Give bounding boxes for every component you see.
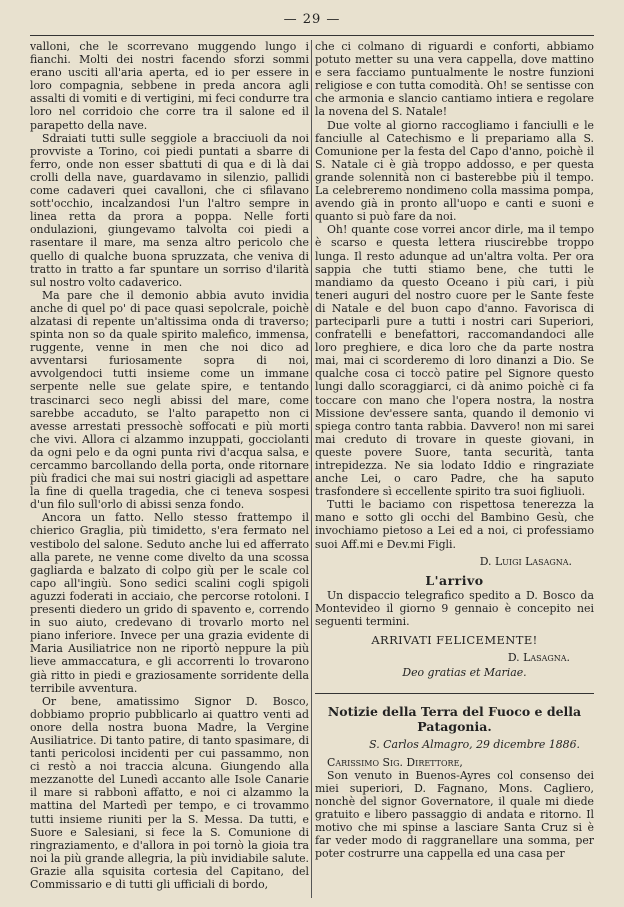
paragraph: che ci colmano di riguardi e conforti, abbiamo potuto metter su una vera cappella, dove mattino e sera facciamo puntualmente le nostre funzioni religiose e con tutta comodità. Oh! se sentisse con che armonia e slancio cantiamo intiera e regolare la novena del S. Natale! [315,40,594,119]
paragraph: Ancora un fatto. Nello stesso frattempo il chierico Graglia, più timidetto, s'era fermato nel vestibolo del salone. Seduto anche lui ed afferrato alla parete, ne venne come divelto da una scossa gagliarda e balzato di colpo giù per le scale col capo all'ingiù. Sono sedici scalini cogli spigoli aguzzi foderati in acciaio, che percorse rotoloni. I presenti diedero un grido di spavento e, correndo in suo aiuto, credevano di trovarlo morto nel piano inferiore. Invece per una grazia evidente di Maria Ausiliatrice non ne riportò neppure la più lieve ammaccatura, e gli accorrenti lo trovarono già ritto in piedi e graziosamente sorridente della terribile avventura. [30,511,309,695]
page-number: — 29 — [283,12,341,27]
deo-gratias: Deo gratias et Mariae. [402,666,527,680]
paragraph: Ma pare che il demonio abbia avuto invidia anche di quel po' di pace quasi sepolcrale, poichè alzatasi di repente un'altissima onda di traverso; spinta non so da quale spirito malefico, immensa, ruggente, venne in men che noi dico ad avventarsi furiosamente sopra di noi, avvolgendoci tutti insieme come un immane serpente nelle sue gelate spire, e tentando trascinarci seco negli abissi del mare, come sarebbe accaduto, se l'alto parapetto non ci avesse arrestati pressochè soffocati e più morti che vivi. Allora ci alzammo inzuppati, gocciolanti da ogni pelo e da ogni punta rivi d'acqua salsa, e cercammo barcollando della porta, onde ritornare più fradici che mai sui nostri giacigli ad aspettare la fine di quella tragedia, che ci teneva sospesi d'un filo sull'orlo di abissi senza fondo. [30,288,309,512]
section-title-notizie: Notizie della Terra del Fuoco e della Patagonia. [327,704,582,735]
left-column [30,40,309,900]
signature-text: D. Luigi Lasagna. [479,554,572,568]
signature-lasagna [315,555,594,568]
header-rule [30,35,594,36]
paragraph: Sdraiati tutti sulle seggiole a bracciuoli da noi provviste a Torino, coi piedi puntati a sbarre di ferro, onde non esser sbattuti di qua e di là dai crolli della nave, guardavamo in silenzio, pallidi come cadaveri quei cavalloni, che ci sfilavano sott'occhio, incalzandosi l'un l'altro sempre in linea retta da prora a poppa. Nelle forti ondulazioni, giungevamo talvolta coi piedi a rasentare il mare, ma senza altro pericolo che quello di qualche buona spruzzata, che veniva di tratto in tratto a far spuntare un sorriso d'ilarità sul nostro volto cadaverico. [30,131,309,289]
paragraph: Tutti le baciamo con rispettosa tenerezza la mano e sotto gli occhi del Bambino Gesù, che invochiamo pietoso a Lei ed a noi, ci professiamo suoi Aff.mi e Dev.mi Figli. [315,498,594,551]
paragraph: Oh! quante cose vorrei ancor dirle, ma il tempo è scarso e questa lettera riuscirebbe troppo lunga. Il resto adunque ad un'altra volta. Per ora sappia che tutti stiamo bene, che tutti le mandiamo da questo Oceano i più cari, i più teneri auguri del nostro cuore per le Sante feste di Natale e del buon capo d'anno. Favorisca di parteciparli pure a tutti i nostri cari Superiori, confratelli e benefattori, raccomandandoci alle loro preghiere, e dica loro che da parte nostra mai, mai ci scorderemo di loro dinanzi a Dio. Se qualche cosa ci toccò patire pel Signore questo lungi dallo scoraggiarci, ci dà animo poichè ci fa toccare con mano che l'opera nostra, la nostra Missione dev'essere santa, quando il demonio vi spiega contro tanta rabbia. Davvero! non mi sarei mai creduto di trovare in queste giovani, in queste povere Suore, tanta securità, tanta intrepidezza. Ne sia lodato Iddio e ringraziate anche Lei, o caro Padre, che ha saputo trasfondere sì eccellente spirito tra suoi figliuoli. [315,223,594,499]
section-rule [315,693,594,694]
paragraph: Due volte al giorno raccogliamo i fanciulli e le fanciulle al Catechismo e li prepariamo alla S. Comunione per la festa del Capo d'anno, poichè il S. Natale ci è già troppo addosso, e per questa grande solennità non ci basterebbe più il tempo. La celebreremo nondimeno colla massima pompa, avendo già in pronto all'uopo e canti e suoni e quanto si può fare da noi. [315,118,594,224]
right-column [315,40,594,900]
section-title-arrivo: L'arrivo [425,572,484,588]
paragraph: Or bene, amatissimo Signor D. Bosco, dobbiamo proprio pubblicarlo ai quattro venti ad onore della nostra buona Madre, la Vergine Ausiliatrice. Di tanto patire, di tanto spasimare, di tanti pericolosi incidenti per cui passammo, non ci restò a noi traccia alcuna. Giungendo alla mezzanotte del Lunedì accanto alle Isole Canarie il mare si rabbonì affatto, e noi ci alzammo la mattina del Martedì per tempo, e ci trovammo tutti insieme riuniti per la S. Messa. Da tutti, e Suore e Salesiani, si fece la S. Comunione di ringraziamento, e d'allora in poi tornò la gioia tra noi la più grande allegria, la più invidiabile salute. Grazie alla squisita cortesia del Capitano, del Commissario e di tutti gli ufficiali di bordo, [30,694,309,891]
paragraph: valloni, che le scorrevano muggendo lungo i fianchi. Molti dei nostri facendo sforzi sommi erano usciti all'aria aperta, ed io per essere in loro compagnia, sebbene in preda ancora agli assalti di vomiti e di vertigini, mi feci condurre tra loro nel corridoio che corre tra il salone ed il parapetto della nave. [30,40,309,132]
telegram-signature [315,651,594,664]
column-divider [311,40,312,898]
telegram-signature-text: D. Lasagna. [507,651,570,665]
dateline: S. Carlos Almagro, 29 dicembre 1886. [369,738,580,752]
greeting: Carissimo Sig. Direttore, [327,755,463,769]
arrivo-paragraph: Un dispaccio telegrafico spedito a D. Bosco da Montevideo il giorno 9 gennaio è concepito nei seguenti termini. [315,588,594,629]
telegram-text: ARRIVATI FELICEMENTE! [371,633,538,648]
notizie-paragraph: Son venuto in Buenos-Ayres col consenso dei miei superiori, D. Fagnano, Mons. Cagliero, nonchè del signor Governatore, il quale mi diede gratuito e libero passaggio di andata e ritorno. Il motivo che mi spinse a lasciare Santa Cruz si è far veder modo di raggranellare una somma, per poter costrurre una cappella ed una casa per [315,768,594,861]
